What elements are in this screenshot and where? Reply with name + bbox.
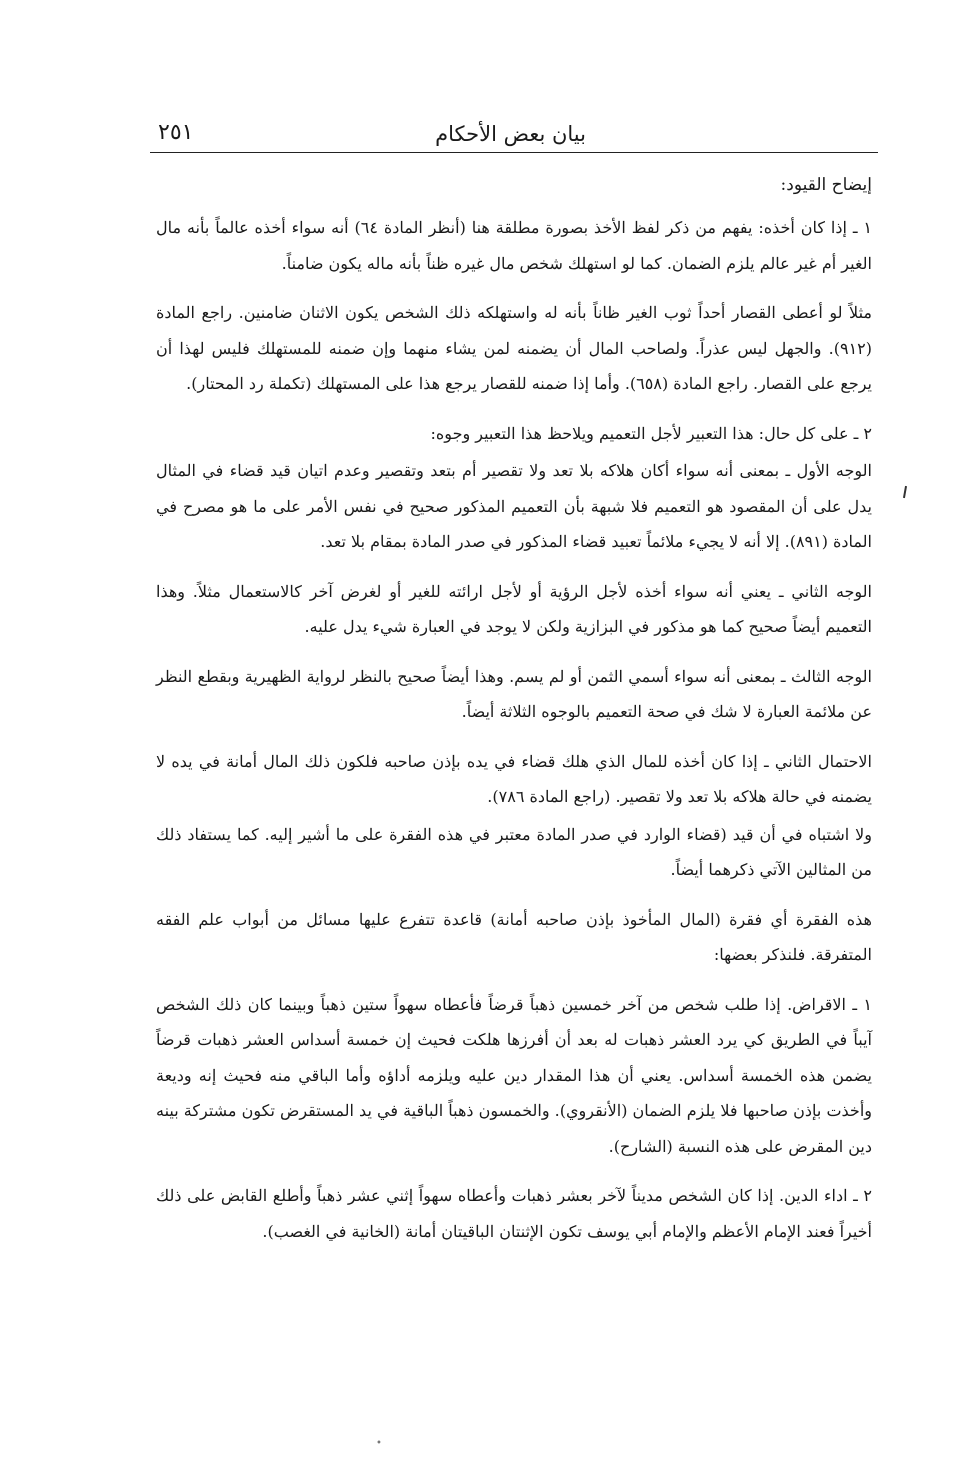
- paragraph-8: ولا اشتباه في أن قيد (قضاء الوارد في صدر المادة معتبر في هذه الفقرة على ما أشير إليه. كما يستفاد ذلك من المثالين الآتي ذكرهما أيضاً.: [156, 824, 872, 879]
- running-header: [150, 118, 878, 154]
- paragraph-10: ١ ـ الاقراض. إذا طلب شخص من آخر خمسين ذهباً قرضاً فأعطاه سهواً ستين ذهباً وبينما كان ذلك الشخص آيباً في الطريق كي يرد العشر ذهبات له بعد أن أفرزها هلكت فحيث إن خمسة أسداس العشر ذهبات قرضاً يضمن هذه الخمسة أسداس. يعني أن هذا المقدار دين عليه ويلزمه أداؤه وأما الباقي منه فحيث إنه وديعة وأخذت بإذن صاحبها فلا يلزم الضمان (الأنقروي). والخمسون ذهباً الباقية في يد المستقرض تكون مشتركة بينه دين المقرض على هذه النسبة (الشارح).: [156, 994, 872, 1156]
- paragraph-6: الوجه الثالث ـ بمعنى أنه سواء أسمي الثمن أو لم يسم. وهذا أيضاً صحيح بالنظر لرواية الظهيرية وبقطع النظر عن ملائمة العبارة لا شك في صحة التعميم بالوجوه الثلاثة أيضاً.: [156, 666, 872, 721]
- paragraph-1: ١ ـ إذا كان أخذه: يفهم من ذكر لفظ الأخذ بصورة مطلقة هنا (أنظر المادة ٦٤) أنه سواء أخذه عالماً بأنه مال الغير أم غير عالم يلزم الضمان. كما لو استهلك شخص مال غيره ظناً بأنه ماله يكون ضامناً.: [156, 218, 873, 273]
- section-heading: إيضاح القيود:: [780, 175, 872, 195]
- paragraph-2: مثلاً لو أعطى القصار أحداً ثوب الغير ظاناً بأنه له واستهلكه ذلك الشخص يكون الاثنان ضامنين. راجع المادة (٩١٢). والجهل ليس عذراً. ولصاحب المال أن يضمنه لمن يشاء منهما وإن ضمنه للمستهلك فليس لهذا أن يرجع على القصار. راجع المادة (٦٥٨). وأما إذا ضمنه للقصار يرجع هذا على المستهلك (تكملة رد المحتار).: [156, 303, 873, 393]
- paragraph-9: هذه الفقرة أي فقرة (المال المأخوذ بإذن صاحبه أمانة) قاعدة تتفرع عليها مسائل من أبواب علم الفقه المتفرقة. فلنذكر بعضها:: [156, 909, 872, 964]
- paragraph-3: ٢ ـ على كل حال: هذا التعبير لأجل التعميم ويلاحظ هذا التعبير وجوه:: [430, 423, 872, 443]
- footer-dot: •: [376, 1438, 382, 1449]
- header-rule: [150, 152, 878, 153]
- body-text: [156, 166, 872, 1263]
- paragraph-5: الوجه الثاني ـ يعني أنه سواء أخذه لأجل الرؤية أو لأجل ارائته للغير أو لغرض آخر كالاستعمال مثلاً. وهذا التعميم أيضاً صحيح كما هو مذكور في البزازية ولكن لا يوجد في العبارة شيء يدل عليه.: [156, 581, 873, 636]
- paragraph-4: الوجه الأول ـ بمعنى أنه سواء أكان هلاكه بلا تعد ولا تقصير أم بتعد وتقصير وعدم اتيان قيد قضاء في المثال يدل على أن المقصود هو التعميم فلا شبهة بأن التعميم المذكور صحيح في نفس الأمر على ما هو مصرح في المادة (٨٩١). إلا أنه لا يجيء ملائماً تعبيد قضاء المذكور في صدر المادة بمقام بلا تعد.: [156, 461, 872, 551]
- paragraph-11: ٢ ـ اداء الدين. إذا كان الشخص مديناً لآخر بعشر ذهبات وأعطاه سهواً إثني عشر ذهباً وأطلع القابض على ذلك أخيراً فعند الإمام الأعظم والإمام أبي يوسف تكون الإثنتان الباقيتان أمانة (الخانية في الغصب).: [156, 1186, 872, 1241]
- margin-mark: [903, 486, 907, 498]
- running-title: بيان بعض الأحكام: [435, 122, 586, 146]
- paragraph-7: الاحتمال الثاني ـ إذا كان أخذه للمال الذي هلك قضاء في يده بإذن صاحبه فلكون ذلك المال أمانة في يده لا يضمنه في حالة هلاكه بلا تعد ولا تقصير. (راجع المادة ٧٨٦).: [156, 751, 872, 806]
- page-number: ٢٥١: [158, 120, 194, 145]
